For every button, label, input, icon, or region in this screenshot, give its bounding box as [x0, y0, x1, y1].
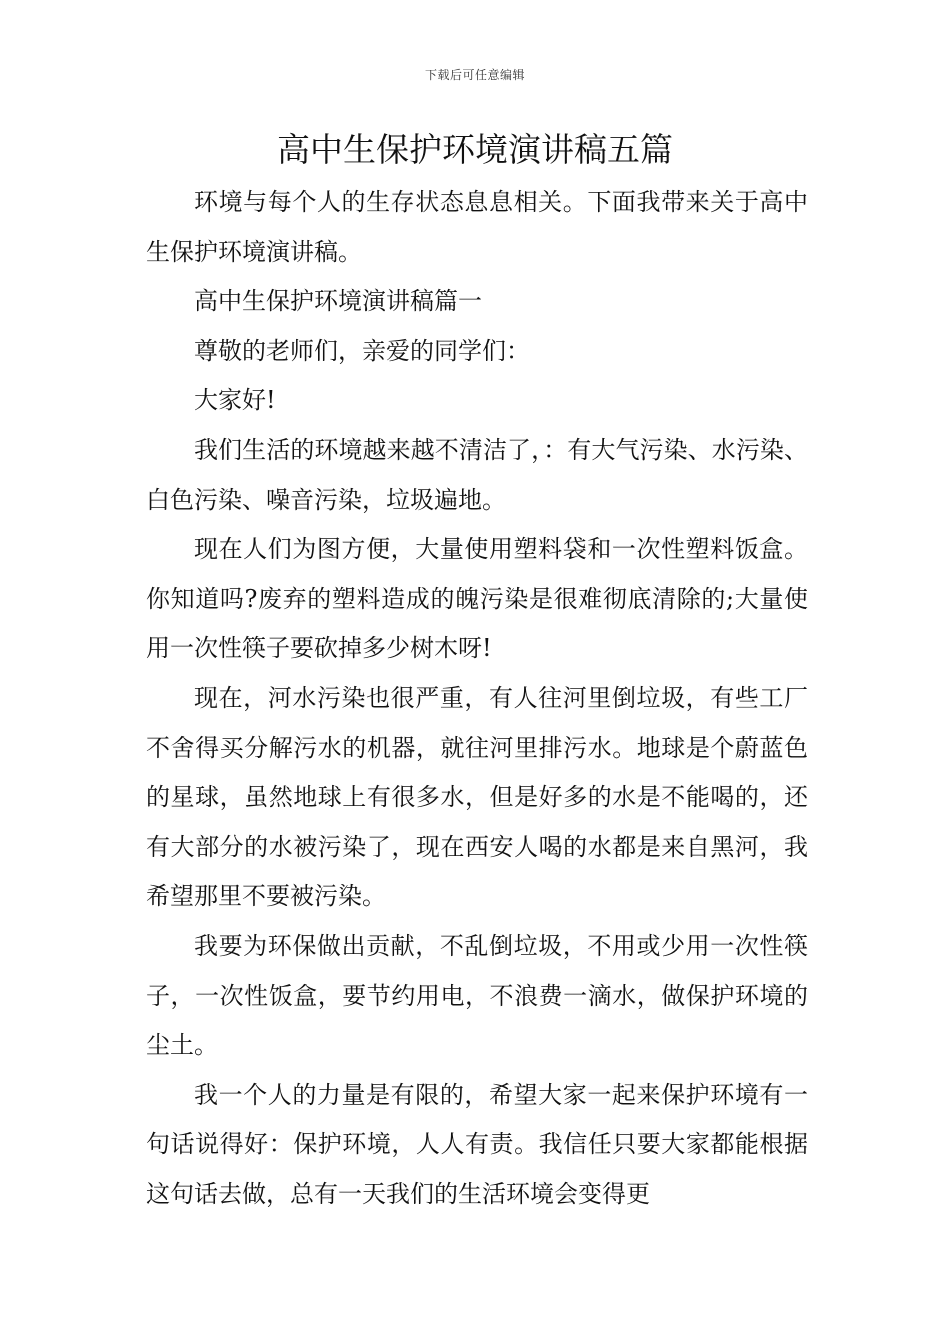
- header-note: 下载后可任意编辑: [424, 68, 525, 82]
- paragraph: 我们生活的环境越来越不清洁了，：有大气污染、水污染、白色污染、噪音污染，垃圾遍地。: [146, 435, 808, 514]
- paragraph: 环境与每个人的生存状态息息相关。下面我带来关于高中生保护环境演讲稿。: [146, 188, 808, 266]
- document-title: 高中生保护环境演讲稿五篇: [277, 130, 673, 169]
- paragraph: 现在，河水污染也很严重，有人往河里倒垃圾，有些工厂不舍得买分解污水的机器，就往河里排污水。地球是个蔚蓝色的星球，虽然地球上有很多水，但是好多的水是不能喝的，还有大部分的水被污染了，现在西安人喝的水都是来自黑河，我希望那里不要被污染。: [146, 683, 808, 911]
- paragraph: 大家好!: [194, 386, 276, 415]
- paragraph: 高中生保护环境演讲稿篇一: [194, 287, 482, 316]
- paragraph: 我要为环保做出贡献，不乱倒垃圾，不用或少用一次性筷子，一次性饭盒，要节约用电，不浪费一滴水，做保护环境的尘土。: [146, 931, 808, 1060]
- paragraph: 现在人们为图方便，大量使用塑料袋和一次性塑料饭盒。你知道吗?废弃的塑料造成的魄污染是很难彻底清除的;大量使用一次性筷子要砍掉多少树木呀!: [146, 535, 808, 663]
- document-body: [146, 178, 808, 1219]
- paragraph: 我一个人的力量是有限的，希望大家一起来保护环境有一句话说得好：保护环境，人人有责。我信任只要大家都能根据这句话去做，总有一天我们的生活环境会变得更: [146, 1080, 808, 1208]
- paragraph: 尊敬的老师们，亲爱的同学们：: [194, 336, 530, 365]
